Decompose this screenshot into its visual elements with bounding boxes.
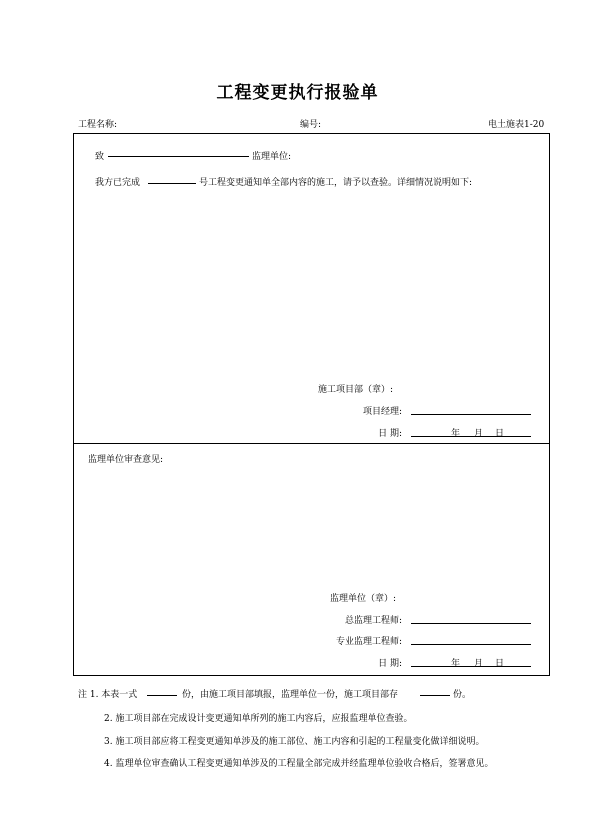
date-label-2: 日 期: [378, 659, 402, 669]
date-day-2: 日 [495, 659, 505, 669]
date-field-2[interactable] [411, 656, 531, 667]
copies-field[interactable] [147, 695, 177, 696]
date-year-2: 年 [451, 659, 461, 669]
form-title: 工程变更执行报验单 [216, 83, 379, 103]
construction-dept-seal-label: 施工项目部（章）: [318, 385, 394, 395]
supervisor-unit-label: 监理单位: [252, 152, 292, 162]
chief-engineer-field[interactable] [411, 613, 531, 624]
note-1-suffix: 份。 [453, 690, 472, 700]
supervision-opinion-label: 监理单位审查意见: [88, 455, 164, 465]
specialist-engineer-field[interactable] [411, 634, 531, 645]
supervision-unit-seal-label: 监理单位（章）: [330, 594, 397, 604]
note-1-prefix: 注 1. 本表一式 [78, 690, 138, 700]
number-label: 编号: [300, 120, 322, 130]
completed-prefix: 我方已完成 [95, 178, 141, 188]
project-manager-label: 项目经理: [362, 407, 402, 417]
retained-copies-field[interactable] [420, 695, 450, 696]
change-notice-number-field[interactable] [148, 183, 196, 184]
to-label: 致 [95, 152, 105, 162]
date-month: 月 [474, 429, 484, 439]
date-label: 日 期: [378, 429, 402, 439]
chief-engineer-label: 总监理工程师: [344, 616, 402, 626]
specialist-engineer-label: 专业监理工程师: [335, 637, 402, 647]
form-code: 电土施表1-20 [488, 120, 545, 130]
date-year: 年 [451, 429, 461, 439]
note-4: 4. 监理单位审查确认工程变更通知单涉及的工程量全部完成并经监理单位验收合格后，签署意见。 [104, 759, 494, 769]
project-name-label: 工程名称: [78, 120, 118, 130]
project-manager-field[interactable] [411, 404, 531, 415]
date-day: 日 [495, 429, 505, 439]
date-field[interactable] [411, 426, 531, 437]
date-month-2: 月 [474, 659, 484, 669]
completed-suffix: 号工程变更通知单全部内容的施工，请予以查验。详细情况说明如下: [199, 178, 473, 188]
recipient-field[interactable] [108, 156, 249, 157]
note-3: 3. 施工项目部应将工程变更通知单涉及的施工部位、施工内容和引起的工程量变化做详细说明。 [104, 737, 485, 747]
note-2: 2. 施工项目部在完成设计变更通知单所列的施工内容后，应报监理单位查验。 [104, 714, 413, 724]
note-1-middle: 份，由施工项目部填报，监理单位一份，施工项目部存 [182, 690, 399, 700]
